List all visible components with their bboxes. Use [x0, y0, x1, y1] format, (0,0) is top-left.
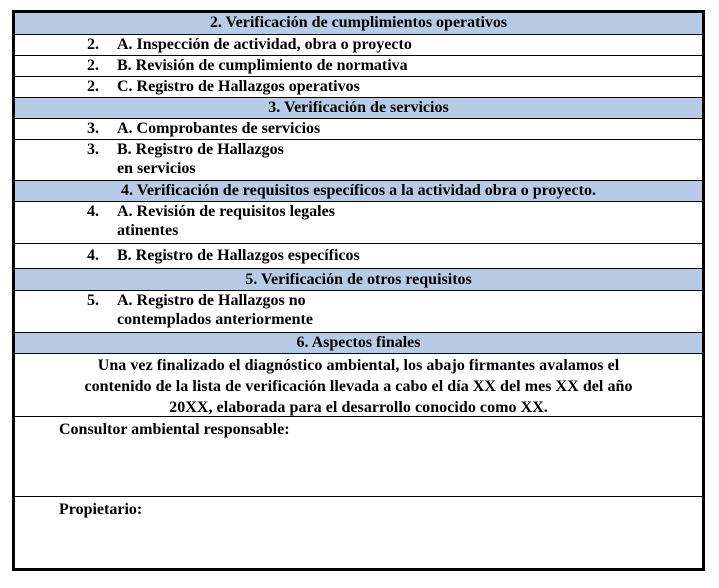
checklist-item-2a [15, 35, 702, 56]
item-number: 4. [87, 247, 99, 264]
checklist-item-2b [15, 56, 702, 77]
checklist-item-4a [15, 202, 702, 244]
section-header-2 [15, 13, 702, 35]
propietario-label: Propietario: [59, 501, 143, 518]
section-header-5 [15, 269, 702, 291]
item-text: A. Comprobantes de servicios [117, 120, 321, 137]
checklist-item-5a [15, 291, 702, 333]
item-text: A. Revisión de requisitos legales [117, 203, 335, 220]
section-title: 2. Verificación de cumplimientos operativos [209, 14, 508, 31]
checklist-item-2c [15, 77, 702, 98]
item-text: B. Revisión de cumplimiento de normativa [117, 57, 408, 74]
closing-statement-line: Una vez finalizado el diagnóstico ambiental, los abajo firmantes avalamos el [97, 357, 620, 374]
item-number: 5. [87, 292, 99, 309]
item-number: 2. [87, 78, 99, 95]
checklist-item-3a [15, 119, 702, 140]
section-title: 3. Verificación de servicios [268, 99, 449, 116]
item-number: 2. [87, 36, 99, 53]
section-title: 5. Verificación de otros requisitos [245, 271, 472, 288]
item-text: C. Registro de Hallazgos operativos [117, 78, 360, 95]
item-number: 2. [87, 57, 99, 74]
consultor-label: Consultor ambiental responsable: [59, 421, 290, 438]
item-text: B. Registro de Hallazgos específicos [117, 247, 360, 264]
closing-statement [15, 354, 702, 417]
section-title: 4. Verificación de requisitos específicos a la actividad obra o proyecto. [121, 182, 596, 199]
item-text: A. Registro de Hallazgos no [117, 292, 306, 309]
section-header-6 [15, 333, 702, 354]
section-title: 6. Aspectos finales [296, 334, 421, 351]
section-header-3 [15, 98, 702, 119]
item-number: 3. [87, 120, 99, 137]
propietario-signature-box [15, 497, 702, 571]
item-text: A. Inspección de actividad, obra o proyecto [117, 36, 412, 53]
item-number: 4. [87, 203, 99, 220]
item-text-continuation: en servicios [117, 160, 196, 177]
checklist-item-3b [15, 140, 702, 181]
closing-statement-line: 20XX, elaborada para el desarrollo conocido como XX. [169, 399, 548, 416]
item-number: 3. [87, 141, 99, 158]
closing-statement-line: contenido de la lista de verificación llevada a cabo el día XX del mes XX del año [84, 378, 633, 395]
checklist-table [12, 10, 705, 571]
item-text: B. Registro de Hallazgos [117, 141, 284, 158]
section-header-4 [15, 181, 702, 202]
item-text-continuation: contemplados anteriormente [117, 311, 313, 328]
checklist-item-4b [15, 244, 702, 269]
item-text-continuation: atinentes [117, 222, 179, 239]
consultor-signature-box [15, 417, 702, 497]
